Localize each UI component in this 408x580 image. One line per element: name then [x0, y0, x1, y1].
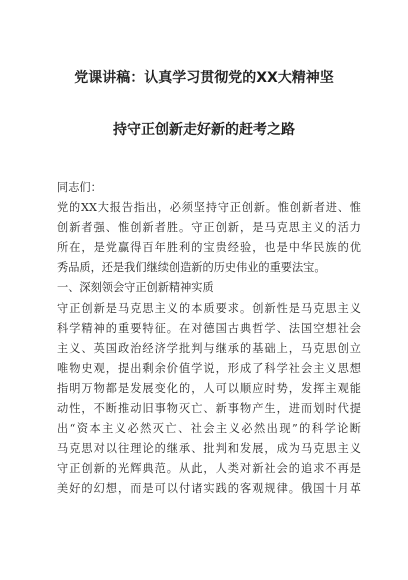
body-line: 指明万物都是发展变化的，人可以顺应时势，发挥主观能: [57, 381, 361, 395]
document-body: [57, 178, 361, 500]
body-line: 守正创新是马克思主义的本质要求。创新性是马克思主义: [57, 301, 361, 315]
body-line: 秀品质，还是我们继续创造新的历史伟业的重要法宝。: [57, 261, 326, 275]
body-line: 马克思对以往理论的继承、批判和发展，成为马克思主义: [57, 442, 361, 456]
body-line: 创新者强、惟创新者胜。守正创新，是马克思主义的活力: [57, 221, 361, 235]
body-line: 科学精神的重要特征。在对德国古典哲学、法国空想社会: [57, 321, 361, 335]
body-line: 所在，是党赢得百年胜利的宝贵经验，也是中华民族的优: [57, 241, 361, 255]
body-line: 动性，不断推动旧事物灭亡、新事物产生，进而划时代提: [57, 402, 361, 416]
body-line: 美好的幻想，而是可以付诸实践的客观规律。俄国十月革: [57, 482, 361, 496]
document-title-line-2: 持守正创新走好新的赶考之路: [113, 122, 295, 138]
body-line: 党的XX大报告指出，必须坚持守正创新。惟创新者进、惟: [57, 201, 361, 215]
section-heading: 一、深刻领会守正创新精神实质: [57, 281, 214, 295]
body-line: 守正创新的光辉典范。从此，人类对新社会的追求不再是: [57, 462, 361, 476]
body-line: 主义、英国政治经济学批判与继承的基础上，马克思创立: [57, 341, 361, 355]
body-line: 出“资本主义必然灭亡、社会主义必然出现”的科学论断: [57, 422, 361, 436]
salutation: 同志们：: [57, 181, 102, 194]
body-line: 唯物史观，提出剩余价值学说，形成了科学社会主义思想: [57, 361, 361, 375]
document-title-line-1: 党课讲稿：认真学习贯彻党的XX大精神坚: [74, 70, 334, 86]
